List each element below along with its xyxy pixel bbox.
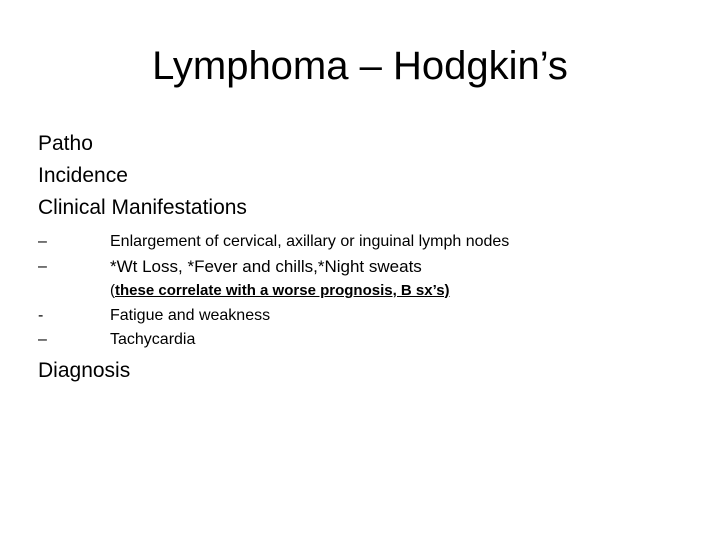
topic-diagnosis: Diagnosis [38,358,131,382]
manifestations-list [38,230,698,353]
topic-patho: Patho [38,132,93,155]
hyphen-bullet: - [38,306,44,324]
list-item [38,328,698,353]
list-item [38,255,698,280]
topic-clinical-manifestations: Clinical Manifestations [38,196,247,219]
dash-bullet: – [38,257,47,275]
note-emphasis: these correlate with a worse prognosis, B sx’s) [115,282,450,299]
note-open-paren: ( [110,282,115,299]
manifestation-text: Tachycardia [110,331,196,348]
manifestation-text: Enlargement of cervical, axillary or inguinal lymph nodes [110,233,510,250]
dash-bullet: – [38,233,47,250]
list-item [38,304,698,329]
list-item [38,230,698,255]
slide-body [38,128,698,387]
manifestation-text: Fatigue and weakness [110,306,271,324]
topic-incidence: Incidence [38,164,128,187]
prognosis-note [110,279,450,303]
manifestation-text: *Wt Loss, *Fever and chills,*Night sweats [110,256,422,276]
dash-bullet: – [38,331,47,348]
list-item [38,279,698,304]
slide-title: Lymphoma – Hodgkin’s [152,44,568,88]
